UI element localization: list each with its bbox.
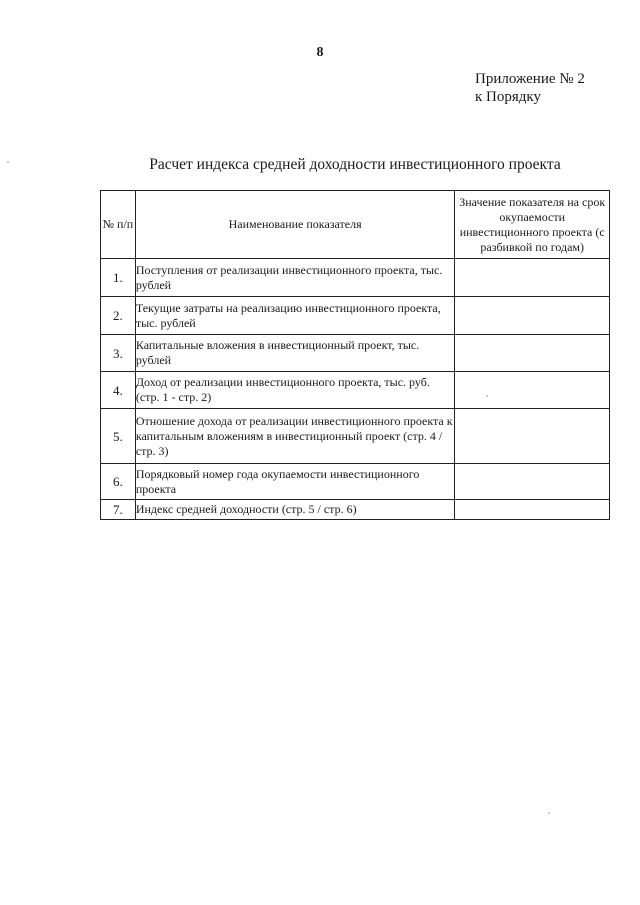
row-indicator-name: Капитальные вложения в инвестиционный проект, тыс. рублей xyxy=(135,335,455,372)
appendix-line-1: Приложение № 2 xyxy=(475,71,585,87)
row-value-cell[interactable] xyxy=(455,259,610,297)
scan-speck xyxy=(548,812,550,814)
row-number: 5. xyxy=(101,409,136,464)
header-indicator-value: Значение показателя на срок окупаемости инвестиционного проекта (с разбивкой по годам) xyxy=(455,191,610,259)
row-value-cell[interactable] xyxy=(455,297,610,335)
row-indicator-name: Отношение дохода от реализации инвестиционного проекта к капитальным вложениям в инвестиционный проект (стр. 4 / стр. 3) xyxy=(135,409,455,464)
row-indicator-name: Поступления от реализации инвестиционного проекта, тыс. рублей xyxy=(135,259,455,297)
table-row xyxy=(101,409,610,464)
row-indicator-name: Доход от реализации инвестиционного проекта, тыс. руб. (стр. 1 - стр. 2) xyxy=(135,372,455,409)
page-number: 8 xyxy=(316,45,324,60)
appendix-reference xyxy=(475,70,585,106)
row-value-cell[interactable] xyxy=(455,335,610,372)
row-number: 7. xyxy=(101,500,136,520)
table-header-row xyxy=(101,191,610,259)
row-number: 3. xyxy=(101,335,136,372)
row-value-cell[interactable] xyxy=(455,372,610,409)
scan-speck xyxy=(486,395,488,397)
row-number: 2. xyxy=(101,297,136,335)
row-value-cell[interactable] xyxy=(455,409,610,464)
row-indicator-name: Порядковый номер года окупаемости инвестиционного проекта xyxy=(135,464,455,500)
row-indicator-name: Текущие затраты на реализацию инвестиционного проекта, тыс. рублей xyxy=(135,297,455,335)
table-row xyxy=(101,297,610,335)
row-value-cell[interactable] xyxy=(455,464,610,500)
header-number: № п/п xyxy=(101,191,136,259)
table-row xyxy=(101,500,610,520)
scan-speck xyxy=(7,161,9,163)
appendix-line-2: к Порядку xyxy=(475,89,541,105)
table-row xyxy=(101,372,610,409)
indicator-table xyxy=(100,190,610,520)
header-indicator-name: Наименование показателя xyxy=(135,191,455,259)
row-indicator-name: Индекс средней доходности (стр. 5 / стр. 6) xyxy=(135,500,455,520)
row-value-cell[interactable] xyxy=(455,500,610,520)
document-title: Расчет индекса средней доходности инвестиционного проекта xyxy=(149,156,561,173)
row-number: 6. xyxy=(101,464,136,500)
table-row xyxy=(101,464,610,500)
row-number: 1. xyxy=(101,259,136,297)
table-row xyxy=(101,259,610,297)
table-row xyxy=(101,335,610,372)
row-number: 4. xyxy=(101,372,136,409)
